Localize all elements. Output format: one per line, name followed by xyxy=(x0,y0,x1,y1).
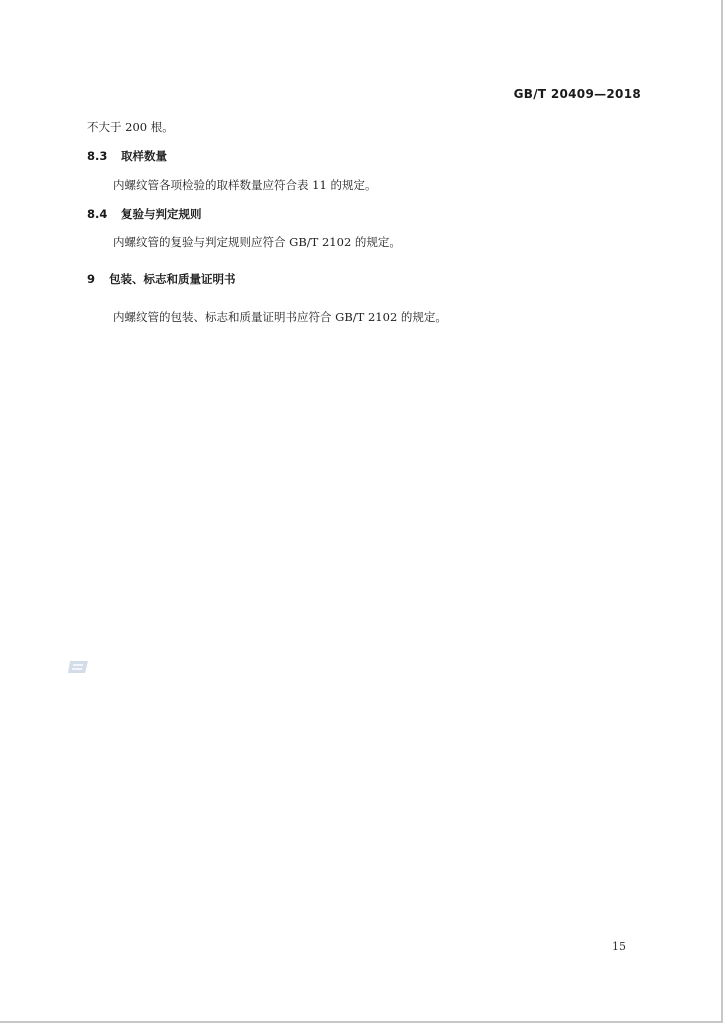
section-text-8-4: 内螺纹管的复验与判定规则应符合 GB/T 2102 的规定。 xyxy=(113,235,401,249)
page-number: 15 xyxy=(612,940,626,953)
section-heading-8-3 xyxy=(87,148,167,164)
watermark-logo-icon xyxy=(68,658,90,676)
section-title: 包装、标志和质量证明书 xyxy=(109,272,236,286)
standard-code: GB/T 20409—2018 xyxy=(513,87,641,101)
section-title: 取样数量 xyxy=(121,149,168,163)
section-title: 复验与判定规则 xyxy=(121,207,202,221)
section-number: 8.4 xyxy=(87,207,108,221)
section-number: 8.3 xyxy=(87,149,108,163)
continuation-line: 不大于 200 根。 xyxy=(87,120,174,134)
section-heading-8-4 xyxy=(87,206,202,222)
section-heading-9 xyxy=(87,271,236,287)
section-text-8-3: 内螺纹管各项检验的取样数量应符合表 11 的规定。 xyxy=(113,178,377,192)
section-number: 9 xyxy=(87,272,96,286)
section-text-9: 内螺纹管的包装、标志和质量证明书应符合 GB/T 2102 的规定。 xyxy=(113,310,447,324)
